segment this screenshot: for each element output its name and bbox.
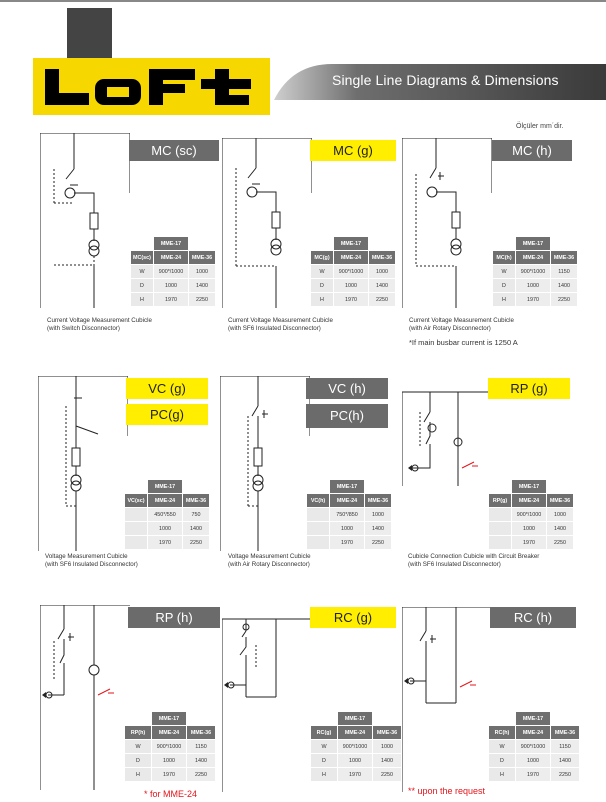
cubicle-label-vc-h: VC (h) (306, 378, 388, 399)
single-line-diagram-mc-sc (40, 133, 130, 308)
brand-logo (33, 58, 270, 115)
caption-mc-g: Current Voltage Measurement Cubicle (with SF6 Insulated Disconnector) (228, 317, 333, 332)
caption-vc-g: Voltage Measurement Cubicle (with SF6 Insulated Disconnector) (45, 553, 138, 568)
footnote-mme24: * for MME-24 (144, 789, 198, 799)
cubicle-label-pc-g: PC(g) (126, 404, 208, 425)
cubicle-label-pc-h: PC(h) (306, 404, 388, 428)
spec-table-mc-h: MME-17 MC(h) MME-24 MME-36 W 900*/1000 1150 D 1000 1400 H 1970 2250 (492, 236, 578, 307)
busbar-note: *If main busbar current is 1250 A (409, 338, 518, 347)
cubicle-label-mc-g: MC (g) (310, 140, 396, 161)
single-line-diagram-rp-h (40, 605, 130, 790)
single-line-diagram-rp-g (402, 376, 492, 486)
cubicle-label-rc-h: RC (h) (490, 607, 576, 628)
single-line-diagram-rc-g (222, 607, 312, 792)
spec-table-vc-g: MME-17 VC(sc) MME-24 MME-36 450*/550 750 1000 1400 1970 2250 (124, 479, 210, 550)
cubicle-label-rc-g: RC (g) (310, 607, 396, 628)
spec-table-vc-h: MME-17 VC(h) MME-24 MME-36 750*/850 1000 1000 1400 1970 2250 (306, 479, 392, 550)
caption-rp-g: Cubicle Connection Cubicle with Circuit Breaker (with SF6 Insulated Disconnector) (408, 553, 540, 568)
spec-table-mc-sc: MME-17 MC(sc) MME-24 MME-36 W 900*/1000 1000 D 1000 1400 H 1970 2250 (130, 236, 216, 307)
units-note: Ölçüler mm´dir. (516, 123, 564, 130)
page-title: Single Line Diagrams & Dimensions (332, 72, 559, 88)
spec-table-mc-g: MME-17 MC(g) MME-24 MME-36 W 900*/1000 1000 D 1000 1400 H 1970 2250 (310, 236, 396, 307)
single-line-diagram-vc-h (220, 376, 310, 551)
cubicle-label-mc-sc: MC (sc) (129, 140, 219, 161)
single-line-diagram-mc-h (402, 138, 492, 308)
single-line-diagram-vc-g (38, 376, 128, 551)
top-rule (0, 0, 606, 2)
single-line-diagram-mc-g (222, 138, 312, 308)
footnote-request: ** upon the request (408, 786, 486, 796)
single-line-diagram-rc-h (402, 607, 492, 792)
header-tab-block (67, 8, 112, 58)
cubicle-label-rp-h: RP (h) (128, 607, 220, 628)
caption-mc-h: Current Voltage Measurement Cubicle (with Air Rotary Disconnector) (409, 317, 514, 332)
spec-table-rc-h: MME-17 RC(h) MME-24 MME-36 W 900*/1000 1150 D 1000 1400 H 1970 2250 (488, 711, 580, 782)
cubicle-label-vc-g: VC (g) (126, 378, 208, 399)
cubicle-label-rp-g: RP (g) (488, 378, 570, 399)
caption-vc-h: Voltage Measurement Cubicle (with Air Rotary Disconnector) (228, 553, 311, 568)
caption-mc-sc: Current Voltage Measurement Cubicle (with Switch Disconnector) (47, 317, 152, 332)
cubicle-label-mc-h: MC (h) (492, 140, 572, 161)
spec-table-rp-h: MME-17 RP(h) MME-24 MME-36 W 900*/1000 1150 D 1000 1400 H 1970 2250 (124, 711, 216, 782)
spec-table-rp-g: MME-17 RP(g) MME-24 MME-36 900*/1000 1000 1000 1400 1970 2250 (488, 479, 574, 550)
spec-table-rc-g: MME-17 RC(g) MME-24 MME-36 W 900*/1000 1000 D 1000 1400 H 1970 2250 (310, 711, 402, 782)
